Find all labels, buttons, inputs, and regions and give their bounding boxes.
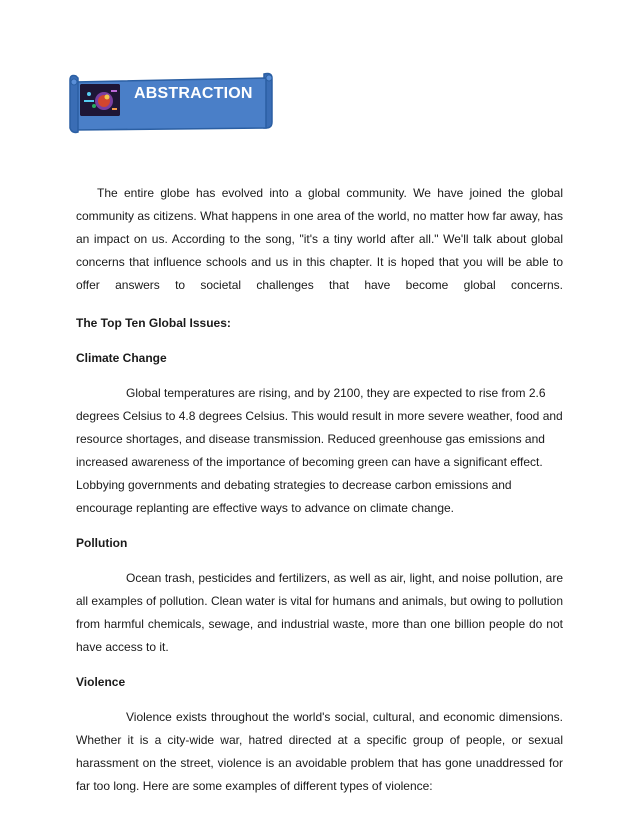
section-heading-pollution: Pollution (76, 536, 128, 550)
section-paragraph-pollution: Ocean trash, pesticides and fertilizers, as well as air, light, and noise pollution, are all examples of pollution. Clean water is vital for humans and animals, but owing to pollution from harmful chemicals, sewage, and industrial waste, more than one billion people do not have access to it. (76, 571, 563, 654)
section-paragraph-climate-change: Global temperatures are rising, and by 2100, they are expected to rise from 2.6 degrees Celsius to 4.8 degrees Celsius. This would result in more severe weather, food and resource shortages, and disease transmission. Reduced greenhouse gas emissions and increased awareness of the importance of becoming green can have a significant effect. Lobbying governments and debating strategies to decrease carbon emissions and encourage replanting are effective ways to advance on climate change. (76, 386, 563, 515)
abstraction-banner (66, 70, 278, 134)
intro-paragraph: The entire globe has evolved into a global community. We have joined the global community as citizens. What happens in one area of the world, no matter how far away, has an impact on us. According to the song, "it's a tiny world after all." We'll talk about global concerns that influence schools and us in this chapter. It is hoped that you will be able to offer answers to societal challenges that have become global concerns. (76, 186, 563, 292)
main-heading: The Top Ten Global Issues: (76, 316, 231, 330)
document-body (76, 182, 563, 798)
section-heading-violence: Violence (76, 675, 126, 689)
section-heading-climate-change: Climate Change (76, 351, 167, 365)
section-paragraph-violence: Violence exists throughout the world's social, cultural, and economic dimensions. Whether it is a city-wide war, hatred directed at a specific group of people, or sexual harassment on the street, violence is an avoidable problem that has gone unaddressed for far too long. Here are some examples of different types of violence: (76, 710, 563, 793)
globe-people-icon (80, 84, 120, 116)
banner-title: ABSTRACTION (134, 85, 253, 102)
